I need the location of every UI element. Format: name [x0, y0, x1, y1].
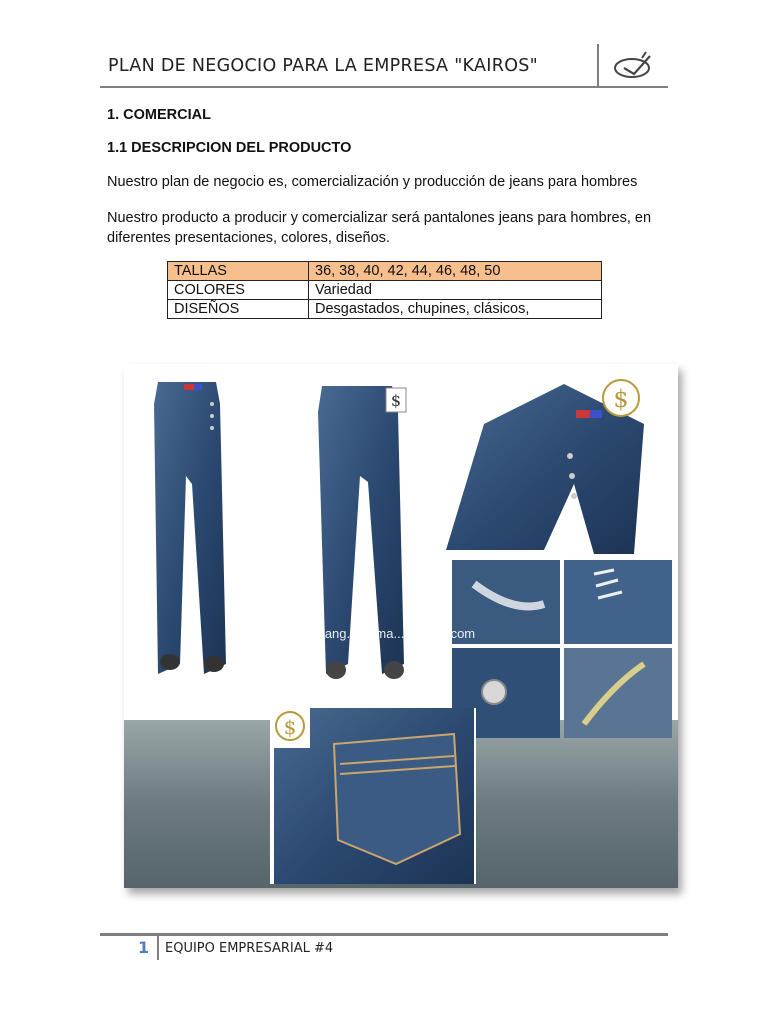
paragraph-product: Nuestro producto a producir y comercializar será pantalones jeans para hombres, en diferentes presentaciones, colores, diseños.: [107, 210, 652, 246]
footer-rule: [100, 933, 668, 936]
svg-text:$: $: [613, 385, 629, 413]
page-header: [100, 48, 668, 90]
table-row: [168, 262, 602, 281]
footer-text: EQUIPO EMPRESARIAL #4: [165, 941, 334, 956]
header-rule: [100, 86, 668, 88]
table-cell-key: DISEÑOS: [168, 300, 309, 319]
jeans-photo-collage: [124, 364, 678, 888]
jeans-back-pocket-image: [270, 708, 476, 884]
table-cell-value: 36, 38, 40, 42, 44, 46, 48, 50: [309, 262, 602, 281]
kairos-logo-icon: [610, 50, 658, 82]
paragraph-business-plan: Nuestro plan de negocio es, comercialización y producción de jeans para hombres: [107, 174, 638, 190]
page-number: 1: [138, 938, 150, 957]
table-cell-value: Variedad: [309, 281, 602, 300]
table-cell-value: Desgastados, chupines, clásicos,: [309, 300, 602, 319]
table-cell-key: COLORES: [168, 281, 309, 300]
table-row: [168, 300, 602, 319]
footer-divider: [157, 936, 159, 960]
section-subheading: 1.1 DESCRIPCION DEL PRODUCTO: [107, 140, 352, 156]
table-cell-key: TALLAS: [168, 262, 309, 281]
svg-text:$: $: [283, 715, 297, 739]
table-row: [168, 281, 602, 300]
page-header-title: PLAN DE NEGOCIO PARA LA EMPRESA "KAIROS": [108, 56, 539, 76]
svg-text:$: $: [390, 391, 402, 410]
header-divider: [597, 44, 599, 88]
product-specs-table: [167, 261, 602, 319]
photo-watermark: s-ang...en.ma...n-china.com: [314, 626, 476, 641]
section-heading: 1. COMERCIAL: [107, 107, 211, 123]
